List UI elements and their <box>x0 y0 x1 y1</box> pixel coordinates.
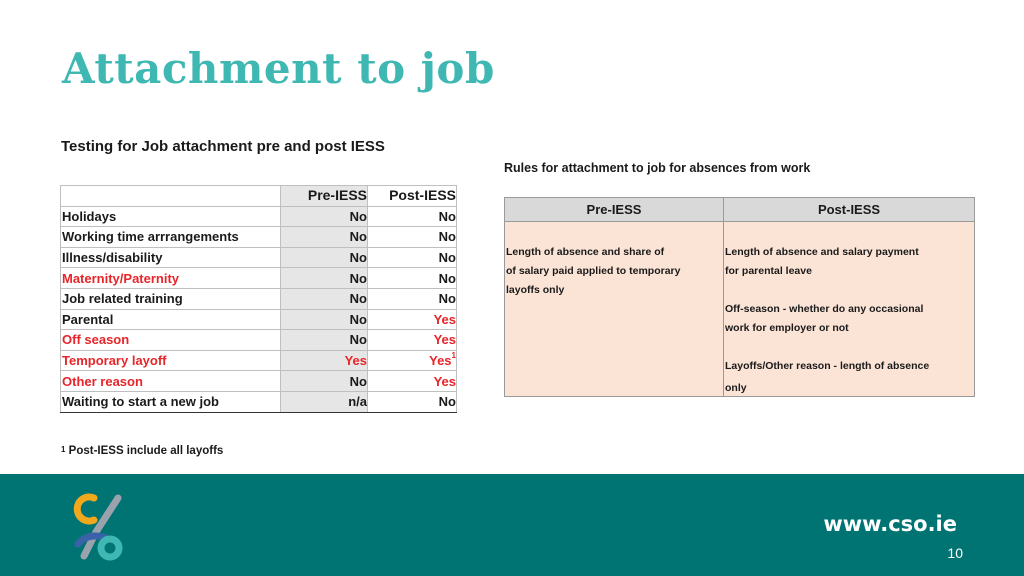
rules-post-line: only <box>725 382 747 394</box>
post-iess-value-text: Yes <box>433 373 456 389</box>
pre-iess-value-text: n/a <box>348 394 367 410</box>
row-label <box>61 247 281 268</box>
left-table-subtitle: Testing for Job attachment pre and post IESS <box>61 138 385 155</box>
header-pre-iess: Pre-IESS <box>281 186 368 207</box>
pre-iess-value <box>281 268 368 289</box>
row-label-text: Working time arrrangements <box>62 229 239 245</box>
row-label <box>61 391 281 412</box>
header-post-iess: Post-IESS <box>368 186 457 207</box>
pre-iess-value-text: No <box>349 208 367 224</box>
post-iess-value-text: No <box>438 394 456 410</box>
table-row <box>61 309 457 330</box>
rules-pre-line: Length of absence and share of <box>506 246 665 258</box>
row-label <box>61 227 281 248</box>
rules-post-line: work for employer or not <box>725 322 849 334</box>
slide-title: Attachment to job <box>62 44 495 93</box>
rules-header-post: Post-IESS <box>724 198 974 222</box>
rules-header-pre: Pre-IESS <box>505 198 724 222</box>
post-iess-value-text: No <box>438 250 456 266</box>
table-row <box>61 247 457 268</box>
post-iess-value <box>368 247 457 268</box>
post-iess-value-text: Yes <box>433 311 456 327</box>
post-iess-value <box>368 391 457 412</box>
row-label-text: Parental <box>62 311 114 327</box>
row-label-text: Holidays <box>62 208 117 224</box>
footnote <box>61 445 223 457</box>
footnote-marker: 1 <box>61 445 66 454</box>
table-row <box>61 268 457 289</box>
pre-iess-value <box>281 206 368 227</box>
row-label-text: Off season <box>62 332 130 348</box>
cso-logo-icon <box>66 492 126 562</box>
table-header-row <box>61 186 457 207</box>
pre-iess-value-text: No <box>349 250 367 266</box>
rules-pre-line: of salary paid applied to temporary <box>506 265 681 277</box>
rules-post-line: Layoffs/Other reason - length of absence <box>725 360 930 372</box>
post-iess-value-text: No <box>438 208 456 224</box>
rules-title: Rules for attachment to job for absences from work <box>504 161 811 175</box>
rules-pre-line: layoffs only <box>506 284 565 296</box>
table-row <box>61 371 457 392</box>
row-label <box>61 288 281 309</box>
website-url[interactable]: www.cso.ie <box>823 512 957 536</box>
post-iess-value <box>368 371 457 392</box>
row-label <box>61 330 281 351</box>
page-number: 10 <box>947 545 963 561</box>
pre-iess-value-text: No <box>349 270 367 286</box>
pre-iess-value-text: Yes <box>344 353 367 369</box>
table-row <box>61 227 457 248</box>
rules-post-line: Length of absence and salary payment <box>725 246 919 258</box>
pre-iess-value <box>281 391 368 412</box>
post-iess-value <box>368 288 457 309</box>
post-iess-value-text: No <box>438 270 456 286</box>
row-label-text: Temporary layoff <box>62 353 167 369</box>
row-label-text: Job related training <box>62 291 183 307</box>
post-iess-value <box>368 268 457 289</box>
row-label <box>61 268 281 289</box>
pre-iess-value <box>281 330 368 351</box>
pre-iess-value-text: No <box>349 373 367 389</box>
post-iess-value <box>368 309 457 330</box>
pre-iess-value-text: No <box>349 229 367 245</box>
table-row <box>61 391 457 412</box>
post-iess-value <box>368 330 457 351</box>
row-label <box>61 309 281 330</box>
table-row <box>61 330 457 351</box>
row-label <box>61 206 281 227</box>
pre-iess-value <box>281 371 368 392</box>
table-row <box>61 206 457 227</box>
pre-iess-value-text: No <box>349 332 367 348</box>
post-iess-value <box>368 350 457 371</box>
pre-iess-value-text: No <box>349 311 367 327</box>
header-label-cell <box>61 186 281 207</box>
pre-iess-value <box>281 309 368 330</box>
footnote-text: Post-IESS include all layoffs <box>68 445 224 457</box>
pre-iess-value <box>281 247 368 268</box>
row-label <box>61 350 281 371</box>
pre-iess-value <box>281 350 368 371</box>
pre-iess-value-text: No <box>349 291 367 307</box>
rules-post-line: Off-season - whether do any occasional <box>725 303 924 315</box>
job-attachment-table <box>60 185 457 413</box>
pre-iess-value <box>281 288 368 309</box>
footnote-ref: 1 <box>451 351 456 361</box>
footer-bar <box>0 474 1024 576</box>
post-iess-value <box>368 227 457 248</box>
row-label-text: Illness/disability <box>62 250 163 266</box>
rules-body-pre <box>505 222 724 396</box>
row-label-text: Waiting to start a new job <box>62 394 219 410</box>
rules-table <box>504 197 975 397</box>
post-iess-value <box>368 206 457 227</box>
table-row <box>61 350 457 371</box>
post-iess-value-text: No <box>438 291 456 307</box>
row-label-text: Other reason <box>62 373 143 389</box>
row-label <box>61 371 281 392</box>
table-row <box>61 288 457 309</box>
post-iess-value-text: Yes <box>429 353 452 369</box>
row-label-text: Maternity/Paternity <box>62 270 180 286</box>
post-iess-value-text: Yes <box>433 332 456 348</box>
rules-post-line: for parental leave <box>725 265 812 277</box>
rules-body-post <box>724 222 974 396</box>
post-iess-value-text: No <box>438 229 456 245</box>
pre-iess-value <box>281 227 368 248</box>
